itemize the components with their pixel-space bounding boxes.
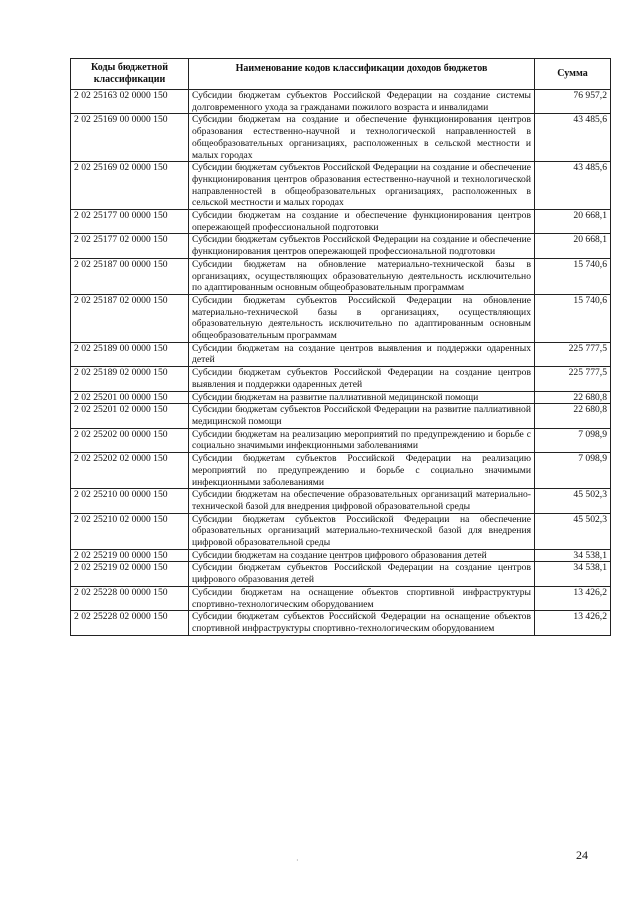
sum-cell: 7 098,9 <box>535 428 611 452</box>
sum-cell: 15 740,6 <box>535 258 611 294</box>
name-cell: Субсидии бюджетам на реализацию мероприятий по предупреждению и борьбе с социально значимыми инфекционными заболеваниями <box>189 428 535 452</box>
scan-speck: · <box>296 856 299 865</box>
code-cell: 2 02 25169 00 0000 150 <box>71 114 189 162</box>
name-cell: Субсидии бюджетам на создание центров цифрового образования детей <box>189 549 535 562</box>
table-row <box>71 428 611 452</box>
table-row <box>71 294 611 342</box>
sum-cell: 43 485,6 <box>535 162 611 210</box>
name-cell: Субсидии бюджетам на развитие паллиативной медицинской помощи <box>189 391 535 404</box>
code-cell: 2 02 25210 00 0000 150 <box>71 489 189 513</box>
sum-cell: 13 426,2 <box>535 586 611 610</box>
name-cell: Субсидии бюджетам субъектов Российской Федерации на создание центров цифрового образования детей <box>189 562 535 586</box>
table-row <box>71 562 611 586</box>
table-row <box>71 453 611 489</box>
code-cell: 2 02 25187 00 0000 150 <box>71 258 189 294</box>
sum-cell: 76 957,2 <box>535 90 611 114</box>
code-cell: 2 02 25202 00 0000 150 <box>71 428 189 452</box>
table-row <box>71 90 611 114</box>
table-row <box>71 258 611 294</box>
name-cell: Субсидии бюджетам на обновление материально-технической базы в организациях, осуществляющих образовательную деятельность исключительно по адаптированным основным общеобразовательным программам <box>189 258 535 294</box>
sum-cell: 34 538,1 <box>535 562 611 586</box>
sum-cell: 34 538,1 <box>535 549 611 562</box>
code-cell: 2 02 25177 00 0000 150 <box>71 210 189 234</box>
table-row <box>71 162 611 210</box>
sum-cell: 20 668,1 <box>535 210 611 234</box>
code-cell: 2 02 25228 00 0000 150 <box>71 586 189 610</box>
table-row <box>71 513 611 549</box>
name-cell: Субсидии бюджетам субъектов Российской Федерации на создание и обеспечение функционирования центров образования естественно-научной и технологической направленностей в общеобразовательных организациях, расположенных в сельской местности и малых городах <box>189 162 535 210</box>
sum-cell: 225 777,5 <box>535 367 611 391</box>
name-cell: Субсидии бюджетам на оснащение объектов спортивной инфраструктуры спортивно-технологическим оборудованием <box>189 586 535 610</box>
sum-cell: 20 668,1 <box>535 234 611 258</box>
code-cell: 2 02 25219 02 0000 150 <box>71 562 189 586</box>
code-cell: 2 02 25202 02 0000 150 <box>71 453 189 489</box>
page-number: 24 <box>576 848 588 862</box>
name-cell: Субсидии бюджетам субъектов Российской Федерации на создание центров выявления и поддержки одаренных детей <box>189 367 535 391</box>
name-cell: Субсидии бюджетам субъектов Российской Федерации на обеспечение образовательных организаций материально-технической базой для внедрения цифровой образовательной среды <box>189 513 535 549</box>
table-row <box>71 489 611 513</box>
name-cell: Субсидии бюджетам субъектов Российской Федерации на создание и обеспечение функционирования центров опережающей профессиональной подготовки <box>189 234 535 258</box>
header-code: Коды бюджетной классификации <box>71 59 189 90</box>
table-row <box>71 342 611 366</box>
code-cell: 2 02 25201 02 0000 150 <box>71 404 189 428</box>
table-row <box>71 549 611 562</box>
code-cell: 2 02 25169 02 0000 150 <box>71 162 189 210</box>
sum-cell: 22 680,8 <box>535 391 611 404</box>
code-cell: 2 02 25187 02 0000 150 <box>71 294 189 342</box>
table-row <box>71 404 611 428</box>
code-cell: 2 02 25189 00 0000 150 <box>71 342 189 366</box>
code-cell: 2 02 25163 02 0000 150 <box>71 90 189 114</box>
name-cell: Субсидии бюджетам на создание и обеспечение функционирования центров опережающей профессиональной подготовки <box>189 210 535 234</box>
header-name: Наименование кодов классификации доходов бюджетов <box>189 59 535 90</box>
sum-cell: 45 502,3 <box>535 513 611 549</box>
table-row <box>71 391 611 404</box>
table-row <box>71 586 611 610</box>
name-cell: Субсидии бюджетам на создание и обеспечение функционирования центров образования естественно-научной и технологической направленностей в общеобразовательных организациях, расположенных в сельской местности и малых городах <box>189 114 535 162</box>
name-cell: Субсидии бюджетам на обеспечение образовательных организаций материально-технической базой для внедрения цифровой образовательной среды <box>189 489 535 513</box>
code-cell: 2 02 25210 02 0000 150 <box>71 513 189 549</box>
table-header-row <box>71 59 611 90</box>
name-cell: Субсидии бюджетам субъектов Российской Федерации на оснащение объектов спортивной инфраструктуры спортивно-технологическим оборудованием <box>189 611 535 635</box>
table-row <box>71 210 611 234</box>
header-sum: Сумма <box>535 59 611 90</box>
table-row <box>71 114 611 162</box>
code-cell: 2 02 25189 02 0000 150 <box>71 367 189 391</box>
code-cell: 2 02 25177 02 0000 150 <box>71 234 189 258</box>
budget-classification-table <box>70 58 611 636</box>
code-cell: 2 02 25201 00 0000 150 <box>71 391 189 404</box>
sum-cell: 15 740,6 <box>535 294 611 342</box>
name-cell: Субсидии бюджетам субъектов Российской Федерации на реализацию мероприятий по предупреждению и борьбе с социально значимыми инфекционными заболеваниями <box>189 453 535 489</box>
name-cell: Субсидии бюджетам субъектов Российской Федерации на обновление материально-технической базы в организациях, осуществляющих образовательную деятельность исключительно по адаптированным основным общеобразовательным программам <box>189 294 535 342</box>
sum-cell: 225 777,5 <box>535 342 611 366</box>
code-cell: 2 02 25228 02 0000 150 <box>71 611 189 635</box>
sum-cell: 22 680,8 <box>535 404 611 428</box>
table-row <box>71 234 611 258</box>
table-row <box>71 611 611 635</box>
sum-cell: 45 502,3 <box>535 489 611 513</box>
table-row <box>71 367 611 391</box>
name-cell: Субсидии бюджетам субъектов Российской Федерации на развитие паллиативной медицинской помощи <box>189 404 535 428</box>
sum-cell: 7 098,9 <box>535 453 611 489</box>
sum-cell: 13 426,2 <box>535 611 611 635</box>
name-cell: Субсидии бюджетам на создание центров выявления и поддержки одаренных детей <box>189 342 535 366</box>
code-cell: 2 02 25219 00 0000 150 <box>71 549 189 562</box>
sum-cell: 43 485,6 <box>535 114 611 162</box>
name-cell: Субсидии бюджетам субъектов Российской Федерации на создание системы долговременного ухода за гражданами пожилого возраста и инвалидами <box>189 90 535 114</box>
